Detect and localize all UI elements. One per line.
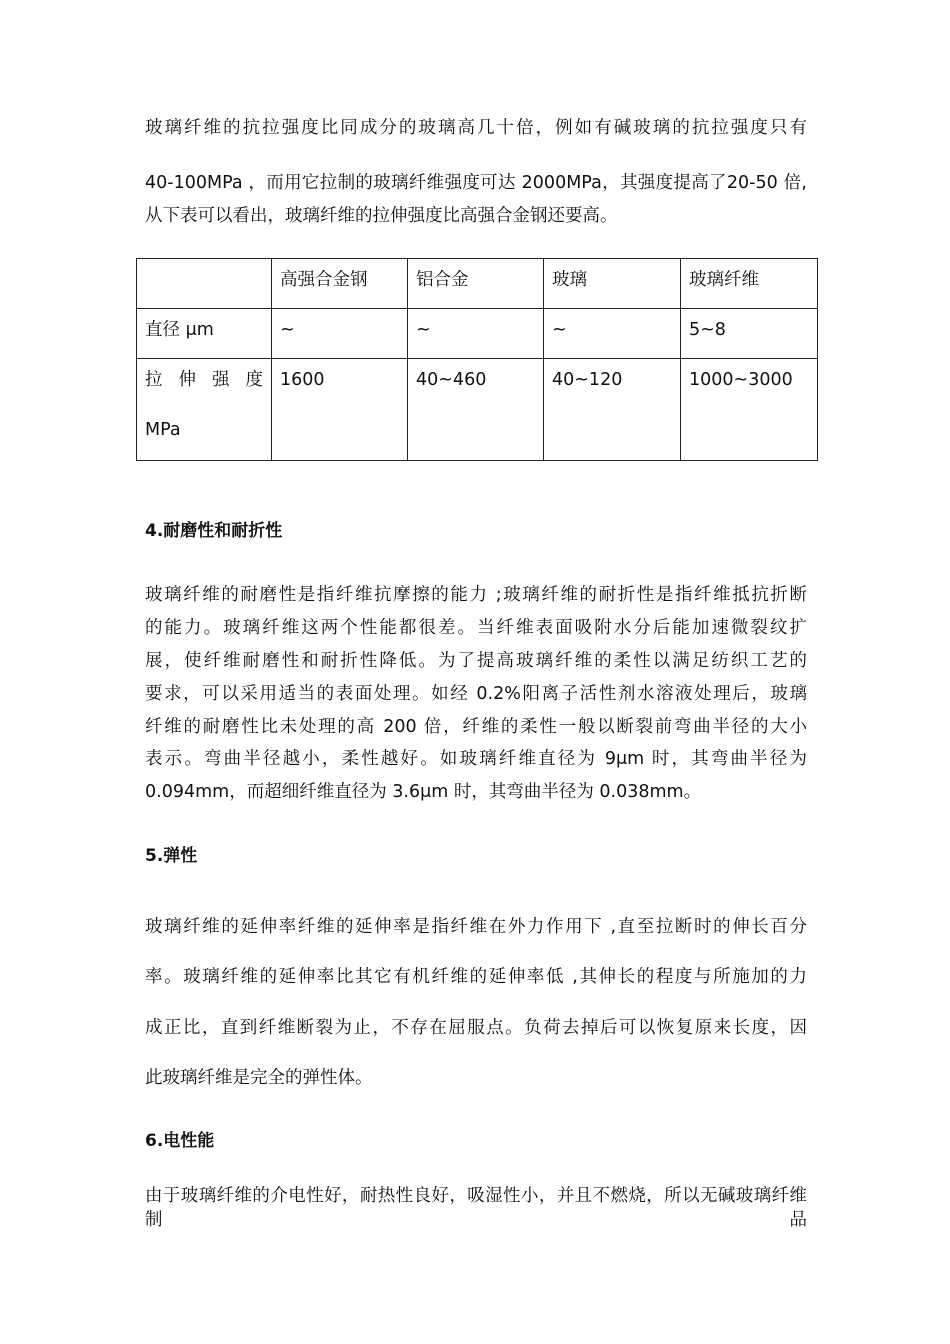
- section-4-line: 要求，可以采用适当的表面处理。如经 0.2%阳离子活性剂水溶液处理后，玻璃: [145, 684, 807, 704]
- table-header-cell: [137, 259, 272, 309]
- table-header-cell: 玻璃: [544, 259, 681, 309]
- section-5-line: 率。玻璃纤维的延伸率比其它有机纤维的延伸率低 ,其伸长的程度与所施加的力: [145, 967, 807, 987]
- table-cell: ~: [272, 309, 408, 359]
- section-5-heading: 5.弹性: [145, 846, 198, 866]
- table-header-cell: 高强合金钢: [272, 259, 408, 309]
- section-4-line: 的能力。玻璃纤维这两个性能都很差。当纤维表面吸附水分后能加速微裂纹扩: [145, 618, 807, 638]
- intro-line-2: 40-100MPa ，而用它拉制的玻璃纤维强度可达 2000MPa，其强度提高了20-50 倍,: [145, 173, 807, 193]
- table-cell: 1600: [272, 359, 408, 461]
- section-6-heading: 6.电性能: [145, 1131, 215, 1151]
- section-4-heading: 4.耐磨性和耐折性: [145, 521, 283, 541]
- table-cell: 1000~3000: [681, 359, 818, 461]
- section-5-line: 成正比，直到纤维断裂为止，不存在屈服点。负荷去掉后可以恢复原来长度，因: [145, 1018, 807, 1038]
- intro-line-1: 玻璃纤维的抗拉强度比同成分的玻璃高几十倍，例如有碱玻璃的抗拉强度只有: [145, 118, 807, 138]
- section-4-line: 纤维的耐磨性比未处理的高 200 倍，纤维的柔性一般以断裂前弯曲半径的大小: [145, 717, 807, 737]
- section-5-line: 此玻璃纤维是完全的弹性体。: [145, 1068, 373, 1088]
- section-4-line: 玻璃纤维的耐磨性是指纤维抗摩擦的能力 ;玻璃纤维的耐折性是指纤维抵抗折断: [145, 585, 807, 605]
- row-label: [137, 359, 272, 461]
- table-header-row: [137, 259, 818, 309]
- row-label: 直径 μm: [137, 309, 272, 359]
- table-cell: 40~460: [408, 359, 544, 461]
- section-6-line: 由于玻璃纤维的介电性好，耐热性良好，吸湿性小，并且不燃烧，所以无碱玻璃纤维制品: [145, 1186, 807, 1230]
- section-5-line: 玻璃纤维的延伸率纤维的延伸率是指纤维在外力作用下 ,直至拉断时的伸长百分: [145, 917, 807, 937]
- table-row: [137, 309, 818, 359]
- section-4-line: 展，使纤维耐磨性和耐折性降低。为了提高玻璃纤维的柔性以满足纺织工艺的: [145, 651, 807, 671]
- table-cell: ~: [408, 309, 544, 359]
- section-4-line: 0.094mm，而超细纤维直径为 3.6μm 时，其弯曲半径为 0.038mm。: [145, 782, 702, 802]
- table-cell: ~: [544, 309, 681, 359]
- table-header-cell: 玻璃纤维: [681, 259, 818, 309]
- row-label-line-1: 拉 伸 强 度: [145, 370, 263, 390]
- row-label-line-2: MPa: [145, 420, 181, 440]
- section-4-line: 表示。弯曲半径越小，柔性越好。如玻璃纤维直径为 9μm 时，其弯曲半径为: [145, 749, 807, 769]
- table-cell: 40~120: [544, 359, 681, 461]
- table-cell: 5~8: [681, 309, 818, 359]
- intro-line-3: 从下表可以看出，玻璃纤维的拉伸强度比高强合金钢还要高。: [145, 206, 618, 226]
- strength-comparison-table: [136, 258, 818, 461]
- table-row: [137, 359, 818, 461]
- table-header-cell: 铝合金: [408, 259, 544, 309]
